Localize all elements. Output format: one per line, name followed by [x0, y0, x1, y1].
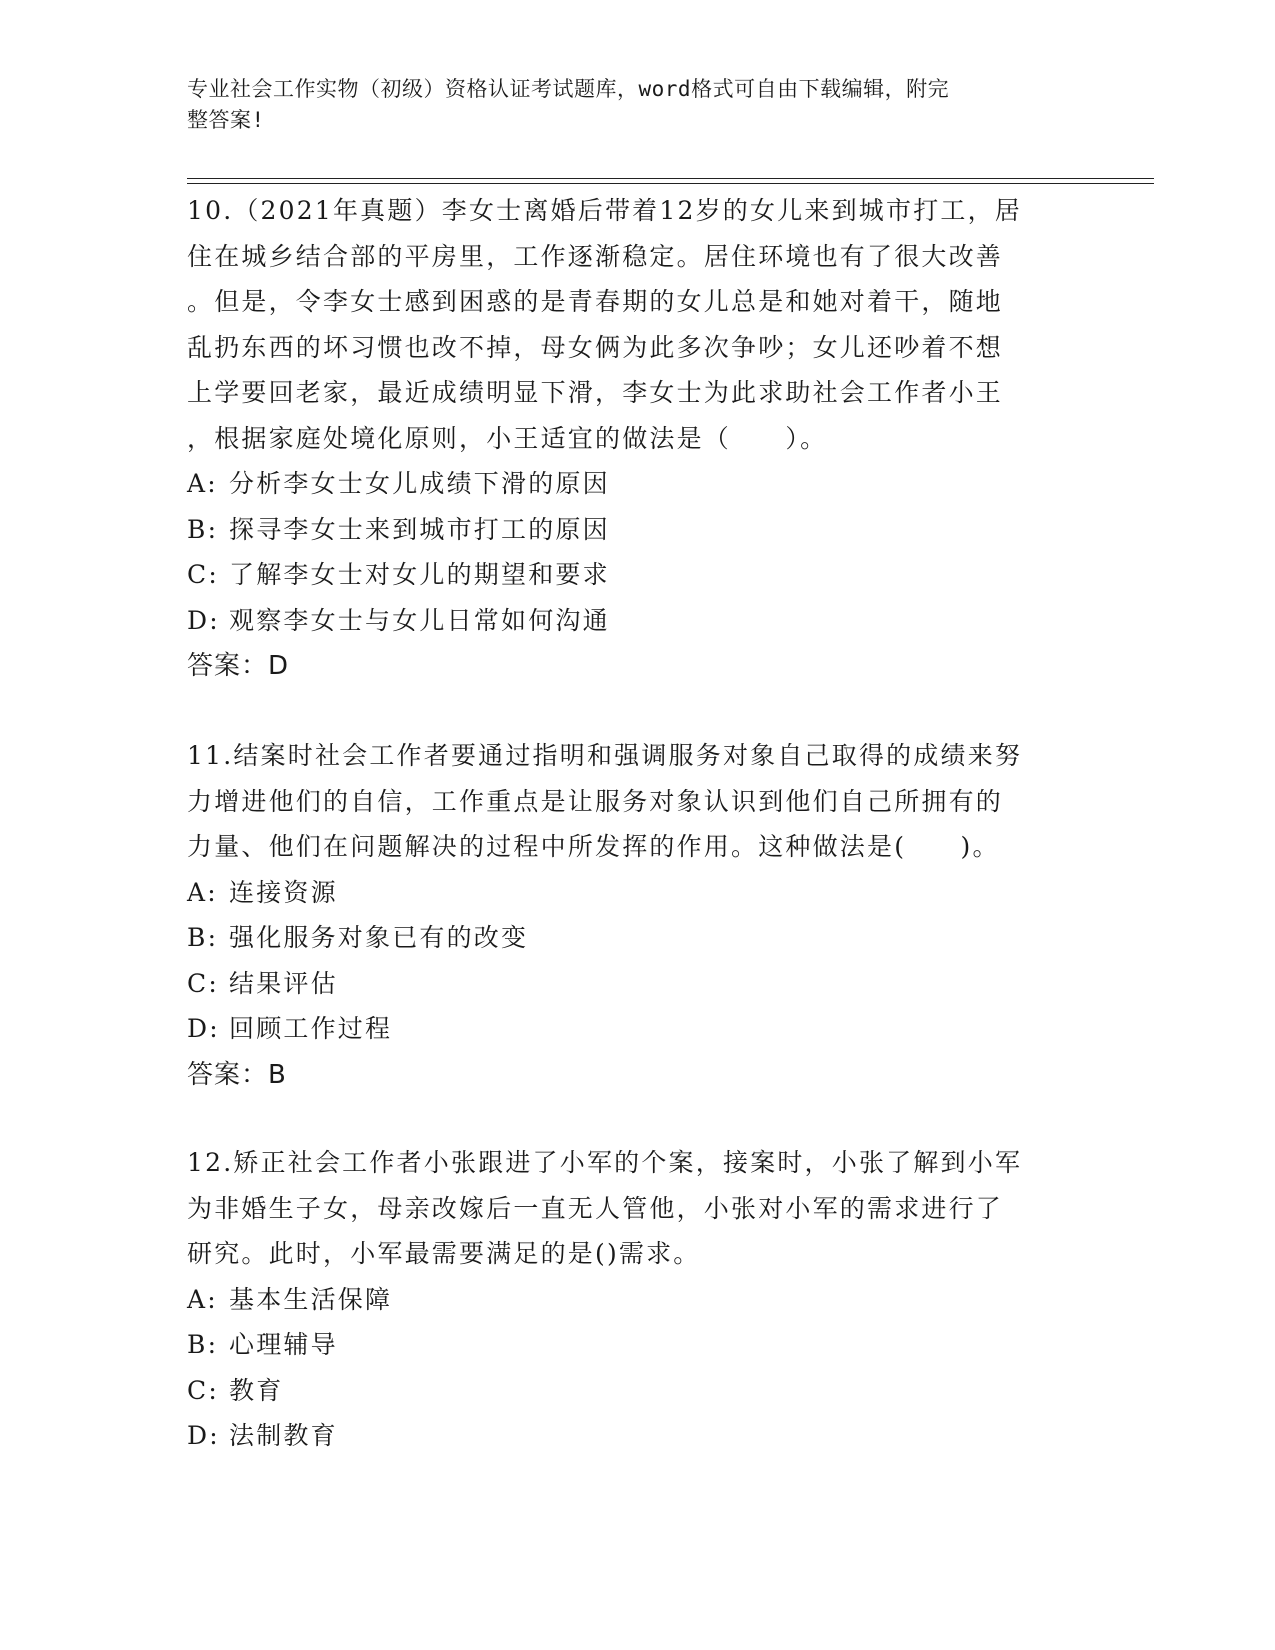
- stem-line: 力量、他们在问题解决的过程中所发挥的作用。这种做法是( )。: [187, 832, 1000, 861]
- question-stem: [187, 1140, 1067, 1277]
- stem-line: ，根据家庭处境化原则，小王适宜的做法是（ ）。: [187, 423, 828, 453]
- option-c: [187, 1368, 1067, 1414]
- stem-line: 力增进他们的自信，工作重点是让服务对象认识到他们自己所拥有的: [187, 786, 1004, 816]
- stem-line: 住在城乡结合部的平房里，工作逐渐稳定。居住环境也有了很大改善: [187, 241, 1004, 271]
- stem-line: 上学要回老家，最近成绩明显下滑，李女士为此求助社会工作者小王: [187, 378, 1004, 407]
- option-text: 探寻李女士来到城市打工的原因: [229, 514, 610, 544]
- stem-line: 乱扔东西的坏习惯也改不掉，母女俩为此多次争吵；女儿还吵着不想: [187, 332, 1004, 362]
- option-text: 结果评估: [229, 968, 338, 998]
- option-a: [187, 1277, 1067, 1323]
- option-d: [187, 598, 1067, 644]
- option-a: [187, 461, 1067, 507]
- option-key: C:: [187, 1375, 219, 1405]
- header-line-2: 整答案!: [187, 108, 265, 132]
- option-key: A:: [187, 1284, 218, 1314]
- question-stem: [187, 188, 1067, 461]
- option-text: 心理辅导: [229, 1330, 338, 1359]
- page-header: [187, 74, 1067, 136]
- stem-line: 11.结案时社会工作者要通过指明和强调服务对象自己取得的成绩来努: [187, 741, 1023, 770]
- option-text: 分析李女士女儿成绩下滑的原因: [229, 469, 610, 498]
- question-12: [187, 1140, 1067, 1459]
- option-text: 教育: [229, 1375, 284, 1405]
- header-line-1: 专业社会工作实物（初级）资格认证考试题库，word格式可自由下载编辑，附完: [187, 77, 950, 101]
- stem-line: 为非婚生子女，母亲改嫁后一直无人管他，小张对小军的需求进行了: [187, 1193, 1004, 1223]
- stem-line: 。但是，令李女士感到困惑的是青春期的女儿总是和她对着干，随地: [187, 287, 1004, 316]
- option-key: C:: [187, 560, 219, 589]
- option-key: B:: [187, 514, 219, 544]
- stem-line: 10.（2021年真题）李女士离婚后带着12岁的女儿来到城市打工，居: [187, 196, 1022, 225]
- option-text: 连接资源: [229, 877, 338, 907]
- option-d: [187, 1006, 1067, 1052]
- option-d: [187, 1413, 1067, 1459]
- option-b: [187, 507, 1067, 553]
- option-text: 回顾工作过程: [229, 1014, 393, 1043]
- answer-line: 答案：D: [187, 651, 290, 681]
- option-c: [187, 552, 1067, 598]
- option-c: [187, 961, 1067, 1007]
- option-key: B:: [187, 1330, 219, 1359]
- option-key: B:: [187, 923, 219, 952]
- header-divider-top: [187, 178, 1154, 179]
- question-11: [187, 733, 1067, 1098]
- stem-line: 研究。此时，小军最需要满足的是()需求。: [187, 1239, 701, 1268]
- option-text: 了解李女士对女儿的期望和要求: [229, 560, 610, 589]
- option-key: A:: [187, 877, 218, 907]
- option-b: [187, 915, 1067, 961]
- option-key: D:: [187, 605, 220, 635]
- option-text: 法制教育: [229, 1421, 338, 1450]
- stem-line: 12.矫正社会工作者小张跟进了小军的个案，接案时，小张了解到小军: [187, 1148, 1023, 1177]
- header-divider-bottom: [187, 183, 1154, 184]
- option-key: C:: [187, 968, 219, 998]
- option-a: [187, 870, 1067, 916]
- option-text: 基本生活保障: [229, 1284, 393, 1314]
- option-b: [187, 1322, 1067, 1368]
- option-key: D:: [187, 1014, 220, 1043]
- option-text: 观察李女士与女儿日常如何沟通: [229, 605, 610, 635]
- answer-line: 答案：B: [187, 1059, 287, 1090]
- option-key: A:: [187, 469, 218, 498]
- option-text: 强化服务对象已有的改变: [229, 923, 529, 952]
- question-10: [187, 188, 1067, 689]
- question-stem: [187, 733, 1067, 870]
- option-key: D:: [187, 1421, 220, 1450]
